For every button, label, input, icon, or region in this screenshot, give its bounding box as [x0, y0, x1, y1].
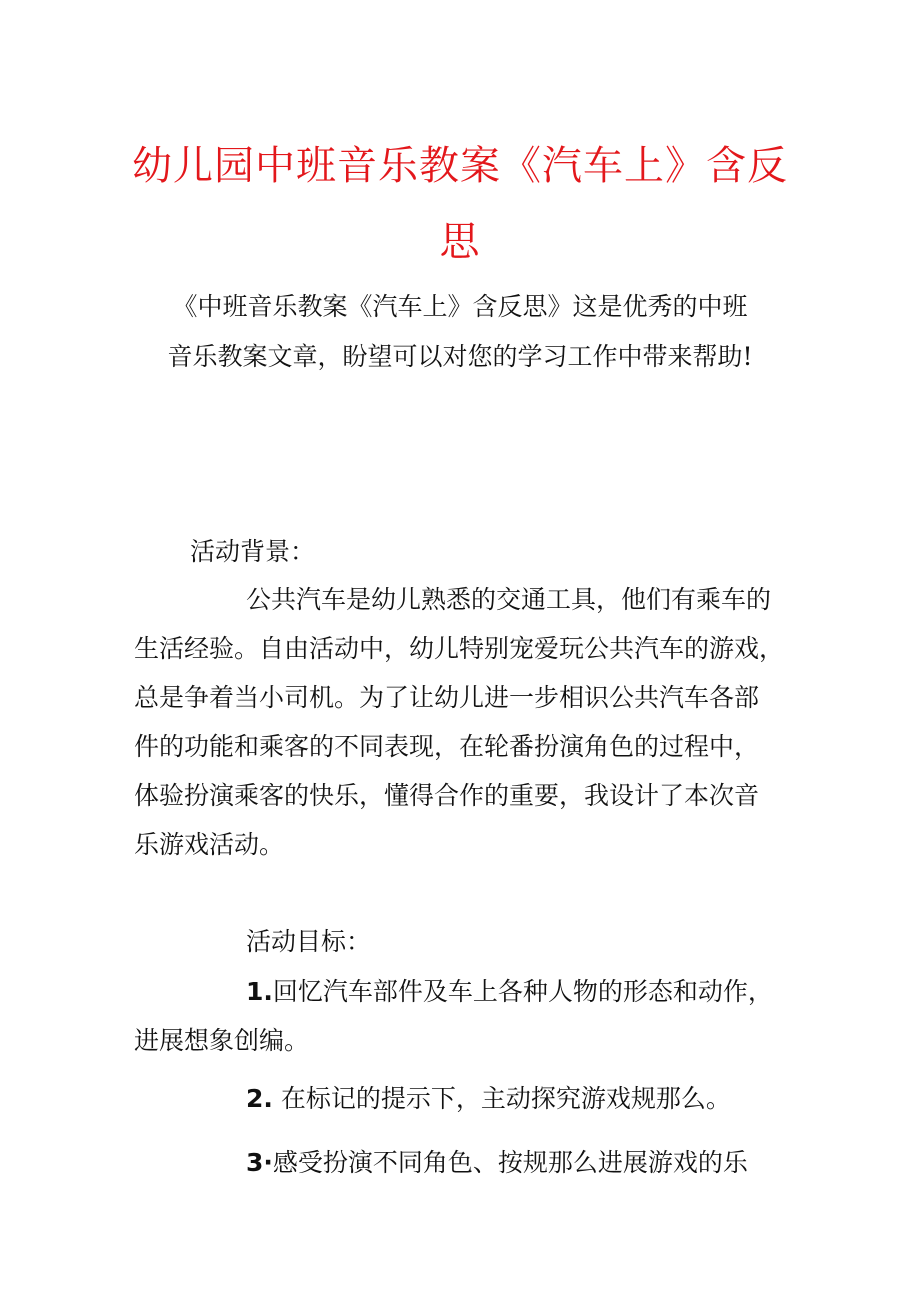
- goal-item-3: [246, 1138, 920, 1187]
- background-line-3: 总是争着当小司机。为了让幼儿进一步相识公共汽车各部: [134, 683, 760, 712]
- goal-text-1a: 回忆汽车部件及车上各种人物的形态和动作，: [272, 977, 773, 1006]
- background-line-5: 体验扮演乘客的快乐，懂得合作的重要，我设计了本次音: [134, 781, 760, 810]
- goal-item-1-continued: 进展想象创编。: [134, 1026, 310, 1055]
- intro-line-1: 《中班音乐教案《汽车上》含反思》这是优秀的中班: [172, 292, 748, 321]
- intro-line-2: 音乐教案文章，盼望可以对您的学习工作中带来帮助!: [167, 342, 753, 371]
- title-line-1: 幼儿园中班音乐教案《汽车上》含反: [132, 143, 788, 189]
- background-line-6: 乐游戏活动。: [134, 830, 285, 859]
- goal-text-2: 在标记的提示下，主动探究游戏规那么。: [272, 1084, 731, 1113]
- background-line-1: 公共汽车是幼儿熟悉的交通工具，他们有乘车的: [246, 585, 772, 614]
- background-heading: 活动背景：: [190, 537, 316, 566]
- background-line-2: 生活经验。自由活动中，幼儿特别宠爱玩公共汽车的游戏，: [134, 634, 785, 663]
- goal-number-2: 2.: [246, 1084, 273, 1113]
- intro-paragraph: [120, 282, 800, 382]
- goals-heading: 活动目标：: [246, 927, 372, 956]
- title-line-2: 思: [439, 219, 481, 265]
- goal-text-3: 感受扮演不同角色、按规那么进展游戏的乐: [272, 1148, 748, 1177]
- goal-number-1: 1.: [246, 977, 273, 1006]
- document-title: [120, 128, 800, 280]
- goal-item-2: [246, 1074, 920, 1123]
- goal-item-1: [246, 967, 920, 1016]
- background-line-4: 件的功能和乘客的不同表现，在轮番扮演角色的过程中，: [134, 732, 760, 761]
- goal-number-3: 3·: [246, 1148, 273, 1177]
